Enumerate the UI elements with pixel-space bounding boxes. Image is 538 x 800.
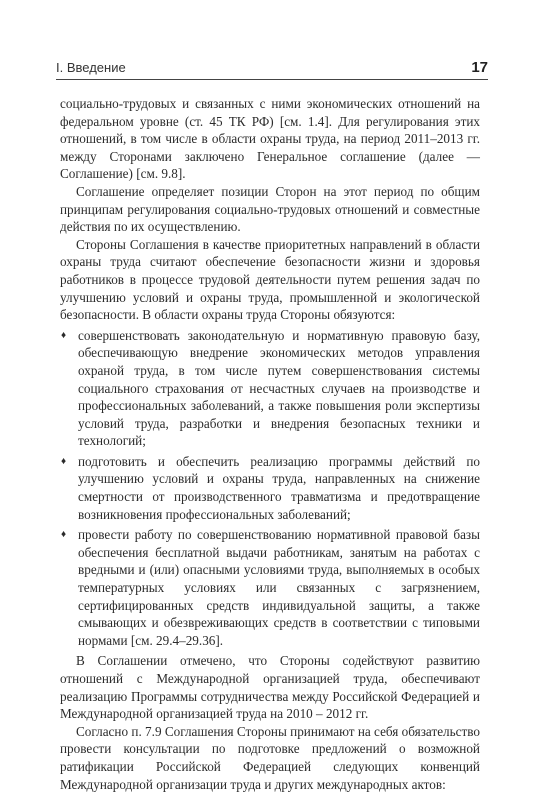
list-item: [60, 453, 480, 523]
obligations-list: [60, 327, 480, 650]
list-item-text: подготовить и обеспечить реализацию программы действий по улучшению условий и охраны труда, направленных на снижение смертности от производственного травматизма и предотвращение возникновения профессиональных заболеваний;: [78, 453, 480, 522]
diamond-bullet-icon: ♦: [61, 529, 67, 541]
running-header: [56, 53, 488, 80]
list-item-text: совершенствовать законодательную и нормативную правовую базу, обеспечивающую внедрение экономических методов управления охраной труда, в том числе путем совершенствования системы социального страхования от несчастных случаев на производстве и профессиональных заболеваний, а также повышения роли экспертизы условий труда, разработки и внедрения безопасных техники и технологий;: [78, 327, 480, 449]
paragraph-5: Согласно п. 7.9 Соглашения Стороны принимают на себя обязательство провести консультации по подготовке предложений о возможной ратификации Российской Федерацией следующих конвенций Международной организации труда и других международных актов:: [60, 723, 480, 792]
paragraph-2: Соглашение определяет позиции Сторон на этот период по общим принципам регулирования социально-трудовых отношений и совместные действия по их осуществлению.: [60, 183, 480, 235]
list-item: [60, 327, 480, 450]
list-item-text: провести работу по совершенствованию нормативной правовой базы обеспечения бесплатной выдачи работникам, занятым на работах с вредными и (или) опасными условиями труда, выполняемых в особых температурных условиях или связанных с загрязнением, сертифицированных средств индивидуальной защиты, а также смывающих и обезвреживающих средств в соответствии с типовыми нормами [см. 29.4–29.36].: [78, 527, 480, 648]
section-title: I. Введение: [56, 60, 126, 75]
body-text: [60, 95, 480, 793]
page-number: 17: [471, 59, 488, 76]
list-item: [60, 526, 480, 649]
paragraph-4: В Соглашении отмечено, что Стороны содействуют развитию отношений с Международной организацией труда, обеспечивают реализацию Программы сотрудничества между Российской Федерацией и Международной организацией труда на 2010 – 2012 гг.: [60, 653, 480, 722]
paragraph-3: Стороны Соглашения в качестве приоритетных направлений в области охраны труда считают обеспечение безопасности жизни и здоровья работников в процессе трудовой деятельности путем решения задач по улучшению условий и охраны труда, промышленной и экологической безопасности. В области охраны труда Стороны обязуются:: [60, 236, 480, 323]
diamond-bullet-icon: ♦: [61, 329, 67, 341]
paragraph-1: социально-трудовых и связанных с ними экономических отношений на федеральном уровне (ст. 45 ТК РФ) [см. 1.4]. Для регулирования этих отношений, в том числе в области охраны труда, на период 2011–2013 гг. между Сторонами заключено Генеральное соглашение (далее — Соглашение) [см. 9.8].: [60, 96, 480, 182]
diamond-bullet-icon: ♦: [61, 455, 67, 467]
